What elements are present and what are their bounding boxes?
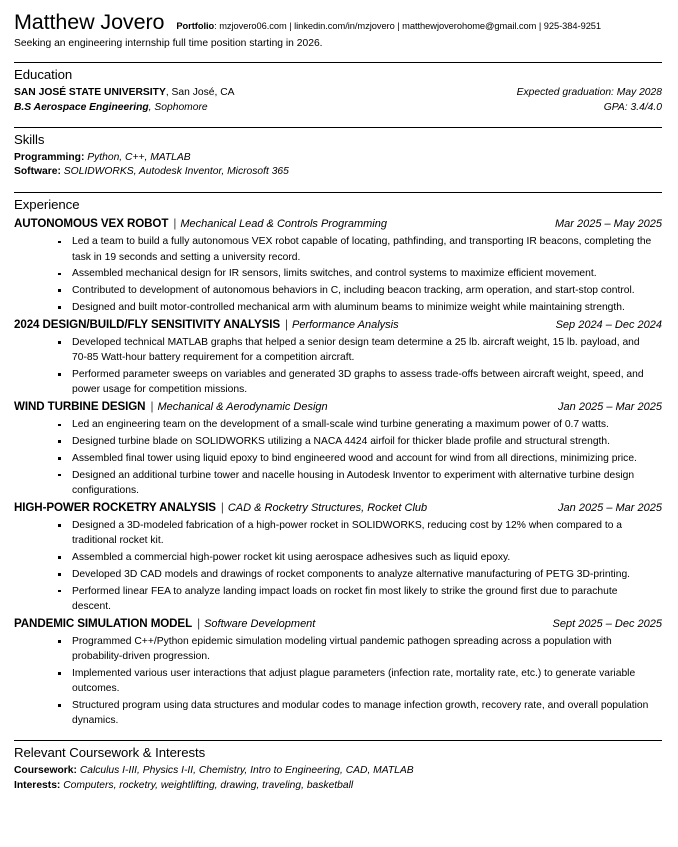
experience-entry-header <box>14 499 662 517</box>
title-separator: | <box>173 217 177 231</box>
project-role: Mechanical Lead & Controls Programming <box>180 218 387 231</box>
coursework-row <box>14 764 662 779</box>
experience-heading: Experience <box>14 196 80 212</box>
section-divider <box>14 62 662 63</box>
objective-statement: Seeking an engineering internship full time position starting in 2026. <box>14 37 323 49</box>
bullet-item: Led a team to build a fully autonomous VEX robot capable of locating, pathfinding, and transporting IR beacons, completing the task in 19 seconds and setting a university record. <box>14 234 662 264</box>
degree-name: B.S Aerospace Engineering <box>14 101 149 113</box>
interests-value: Computers, rocketry, weightlifting, drawing, traveling, basketball <box>60 779 354 791</box>
experience-entry <box>14 316 662 397</box>
project-title: HIGH-POWER ROCKETRY ANALYSIS <box>14 501 216 515</box>
bullet-item: Programmed C++/Python epidemic simulation modeling virtual pandemic pathogen spreading across a population with probability-driven progression. <box>14 634 662 664</box>
candidate-name: Matthew Jovero <box>14 10 165 34</box>
project-role: CAD & Rocketry Structures, Rocket Club <box>227 502 428 515</box>
experience-entry <box>14 215 662 315</box>
bullet-item: Designed turbine blade on SOLIDWORKS utilizing a NACA 4424 airfoil for thicker blade profile and structural strength. <box>14 434 662 449</box>
title-separator: | <box>197 617 201 631</box>
section-divider <box>14 127 662 128</box>
project-dates: Jan 2025 – Mar 2025 <box>558 401 662 414</box>
project-role: Mechanical & Aerodynamic Design <box>157 401 328 414</box>
bullet-item: Led an engineering team on the development of a small-scale wind turbine generating a maximum power of 0.7 watts. <box>14 417 662 432</box>
bullet-item: Designed and built motor-controlled mechanical arm with aluminum beams to minimize weight while maintaining strength. <box>14 300 662 315</box>
experience-entry-header <box>14 615 662 633</box>
bullet-item: Contributed to development of autonomous behaviors in C, including beacon tracking, arm operation, and start-stop control. <box>14 283 662 298</box>
project-role: Performance Analysis <box>292 319 399 332</box>
bullet-item: Implemented various user interactions that adjust plague parameters (infection rate, mortality rate, etc.) to generate variable outcomes. <box>14 666 662 696</box>
coursework-section <box>14 740 662 793</box>
bullet-item: Structured program using data structures and modular codes to manage infection growth, recovery rate, and overall population dynamics. <box>14 698 662 728</box>
contact-label: Portfolio <box>176 21 215 31</box>
skills-row <box>14 151 662 166</box>
experience-section <box>14 192 662 729</box>
project-title: AUTONOMOUS VEX ROBOT <box>14 217 169 231</box>
skills-row <box>14 165 662 180</box>
resume-header <box>14 0 662 50</box>
experience-bullet-list <box>14 335 662 397</box>
skills-section <box>14 127 662 180</box>
experience-entry-header <box>14 215 662 233</box>
education-graduation: Expected graduation: May 2028 <box>516 86 662 98</box>
experience-bullet-list <box>14 634 662 728</box>
education-degree-row <box>14 101 662 116</box>
school-location: , San José, CA <box>165 86 235 98</box>
title-separator: | <box>284 318 288 332</box>
experience-bullet-list <box>14 234 662 315</box>
project-role: Software Development <box>204 618 316 631</box>
experience-entry-title-group <box>14 615 315 633</box>
project-dates: Sept 2025 – Dec 2025 <box>552 618 662 631</box>
education-gpa: GPA: 3.4/4.0 <box>603 101 662 113</box>
contact-details: : mzjovero06.com | linkedin.com/in/mzjovero | matthewjoverohome@gmail.com | 925-384-9251 <box>214 21 602 31</box>
bullet-item: Designed an additional turbine tower and nacelle housing in Autodesk Inventor to experiment with alternative turbine design configurations. <box>14 468 662 498</box>
experience-entry-title-group <box>14 215 387 233</box>
skills-value: Python, C++, MATLAB <box>84 151 191 163</box>
coursework-value: Calculus I-III, Physics I-II, Chemistry, Intro to Engineering, CAD, MATLAB <box>76 764 414 776</box>
experience-entry-header <box>14 398 662 416</box>
bullet-item: Developed 3D CAD models and drawings of rocket components to analyze alternative manufacturing of PETG 3D-printing. <box>14 567 662 582</box>
experience-entry-title-group <box>14 316 399 334</box>
project-dates: Mar 2025 – May 2025 <box>554 218 662 231</box>
interests-label: Interests: <box>14 779 61 791</box>
title-separator: | <box>150 400 154 414</box>
project-dates: Sep 2024 – Dec 2024 <box>555 319 662 332</box>
experience-bullet-list <box>14 518 662 614</box>
skills-label: Programming: <box>14 151 85 163</box>
experience-bullet-list <box>14 417 662 498</box>
experience-entry <box>14 398 662 498</box>
experience-entry-title-group <box>14 398 328 416</box>
bullet-item: Assembled final tower using liquid epoxy to bind engineered wood and account for wind from all directions, minimizing price. <box>14 451 662 466</box>
education-school <box>14 86 235 101</box>
contact-line <box>176 21 601 31</box>
school-name: SAN JOSÉ STATE UNIVERSITY <box>14 86 166 98</box>
experience-entry-header <box>14 316 662 334</box>
bullet-item: Assembled a commercial high-power rocket kit using aerospace adhesives such as liquid epoxy. <box>14 550 662 565</box>
project-dates: Jan 2025 – Mar 2025 <box>558 502 662 515</box>
title-separator: | <box>220 501 224 515</box>
section-divider <box>14 192 662 193</box>
project-title: 2024 DESIGN/BUILD/FLY SENSITIVITY ANALYSIS <box>14 318 280 332</box>
education-degree <box>14 101 208 116</box>
bullet-item: Designed a 3D-modeled fabrication of a high-power rocket in SOLIDWORKS, reducing cost by 12% when compared to a traditional rocket kit. <box>14 518 662 548</box>
skills-value: SOLIDWORKS, Autodesk Inventor, Microsoft 365 <box>60 166 289 178</box>
bullet-item: Developed technical MATLAB graphs that helped a senior design team determine a 25 lb. aircraft weight, 15 lb. payload, and 70-85 Watt-hour battery requirement for a competition aircraft. <box>14 335 662 365</box>
education-heading: Education <box>14 67 73 83</box>
coursework-heading: Relevant Coursework & Interests <box>14 745 206 761</box>
project-title: WIND TURBINE DESIGN <box>14 400 146 414</box>
experience-entry-title-group <box>14 499 427 517</box>
coursework-label: Coursework: <box>14 764 77 776</box>
experience-entry <box>14 499 662 614</box>
skills-label: Software: <box>14 166 61 178</box>
skills-heading: Skills <box>14 132 45 148</box>
interests-row <box>14 779 662 794</box>
class-standing: , Sophomore <box>148 101 208 113</box>
experience-entry <box>14 615 662 728</box>
name-contact-row <box>14 11 662 34</box>
bullet-item: Performed parameter sweeps on variables and generated 3D graphs to assess trade-offs between aircraft weight, speed, and power usage for competition missions. <box>14 367 662 397</box>
section-divider <box>14 740 662 741</box>
project-title: PANDEMIC SIMULATION MODEL <box>14 617 193 631</box>
bullet-item: Assembled mechanical design for IR sensors, limits switches, and control systems to maximize efficient movement. <box>14 266 662 281</box>
education-section <box>14 62 662 115</box>
bullet-item: Performed linear FEA to analyze landing impact loads on rocket fin most likely to strike the ground first due to parachute descent. <box>14 584 662 614</box>
education-school-row <box>14 86 662 101</box>
